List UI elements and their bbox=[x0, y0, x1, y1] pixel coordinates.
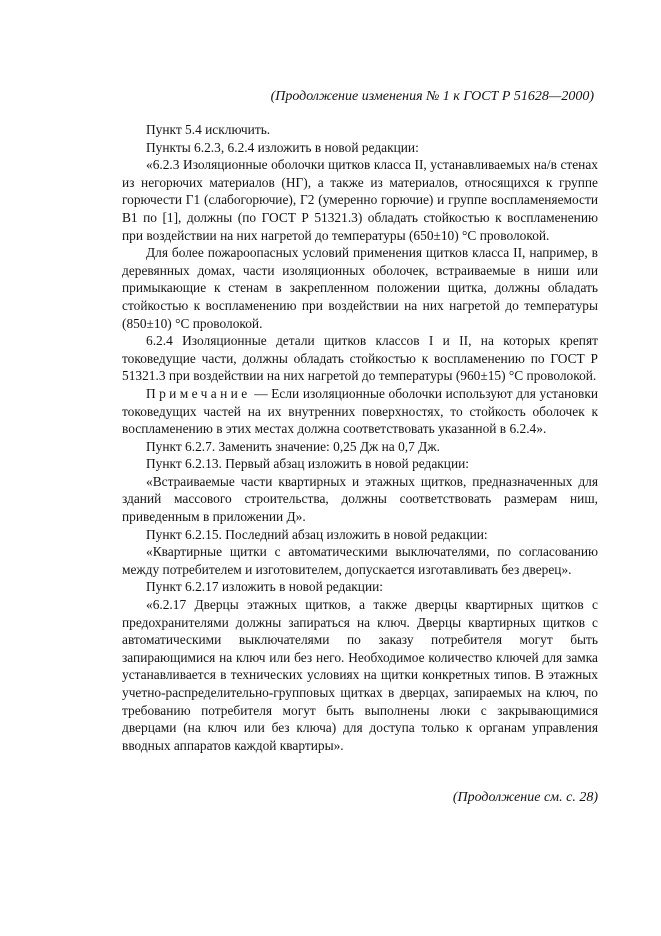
paragraph: «Встраиваемые части квартирных и этажных щитков, предназначенных для зданий массового строительства, должны соответствовать размерам ниш, приведенным в приложении Д». bbox=[122, 473, 598, 525]
document-body bbox=[122, 121, 598, 754]
paragraph: «Квартирные щитки с автоматическими выключателями, по согласованию между потребителем и изготовителем, допускается изготавливать без дверец». bbox=[122, 544, 598, 577]
continuation-header: (Продолжение изменения № 1 к ГОСТ Р 51628—2000) bbox=[270, 89, 594, 104]
paragraph: «6.2.3 Изоляционные оболочки щитков класса II, устанавливаемых на/в стенах из негорючих материалов (НГ), а также из материалов, относящихся к группе горючести Г1 (слабогорючие), Г2 (умеренно горючие) и группе воспламеняемости В1 по [1], должны (по ГОСТ Р 51321.3) обладать стойкостью к воспламенению при воздействии на них нагретой до температуры (650±10) °С проволокой. bbox=[122, 157, 598, 243]
paragraph: Пункт 6.2.15. Последний абзац изложить в новой редакции: bbox=[146, 526, 488, 542]
paragraph: Пункт 6.2.17 изложить в новой редакции: bbox=[146, 579, 384, 595]
paragraph: Пункт 6.2.13. Первый абзац изложить в новой редакции: bbox=[146, 456, 470, 472]
paragraph: Пункты 6.2.3, 6.2.4 изложить в новой редакции: bbox=[146, 139, 419, 155]
note-label: Примечание bbox=[146, 385, 251, 401]
paragraph: 6.2.4 Изоляционные детали щитков классов I и II, на которых крепят токоведущие части, должны обладать стойкостью к воспламенению по ГОСТ Р 51321.3 при воздействии на них нагретой до температуры (960±15) °С проволокой. bbox=[122, 333, 598, 384]
paragraph: Пункт 6.2.7. Заменить значение: 0,25 Дж на 0,7 Дж. bbox=[146, 438, 440, 454]
note-text: — Если изоляционные оболочки используют для установки токоведущих частей на их внутренних поверхностях, то стойкость оболочек к воспламенению в этих местах должна соответствовать указанной в 6.2.4». bbox=[122, 385, 598, 437]
paragraph: Пункт 5.4 исключить. bbox=[146, 122, 271, 137]
note-paragraph bbox=[122, 385, 598, 438]
paragraph: Для более пожароопасных условий применения щитков класса II, например, в деревянных домах, части изоляционных оболочек, встраиваемые в ниши или примыкающие к стенам в закрепленном положении щитка, должны обладать стойкостью к воспламенению при воздействии на них нагретой до температуры (850±10) °С проволокой. bbox=[122, 245, 598, 331]
continuation-footer: (Продолжение см. с. 28) bbox=[452, 790, 598, 805]
paragraph: «6.2.17 Дверцы этажных щитков, а также дверцы квартирных щитков с предохранителями должны запираться на ключ. Дверцы квартирных щитков с автоматическими выключателями по заказу потребителя могут быть запирающимися на ключ или без него. Необходимое количество ключей для замка устанавливается в технических условиях на щитки конкретных типов. В этажных учетно-распределительно-групповых щитках в дверцах, запираемых на ключ, по требованию потребителя могут быть выполнены люки с закрывающимися дверцами (на ключ или без ключа) для доступа только к органам управления вводных аппаратов каждой квартиры». bbox=[122, 597, 598, 753]
